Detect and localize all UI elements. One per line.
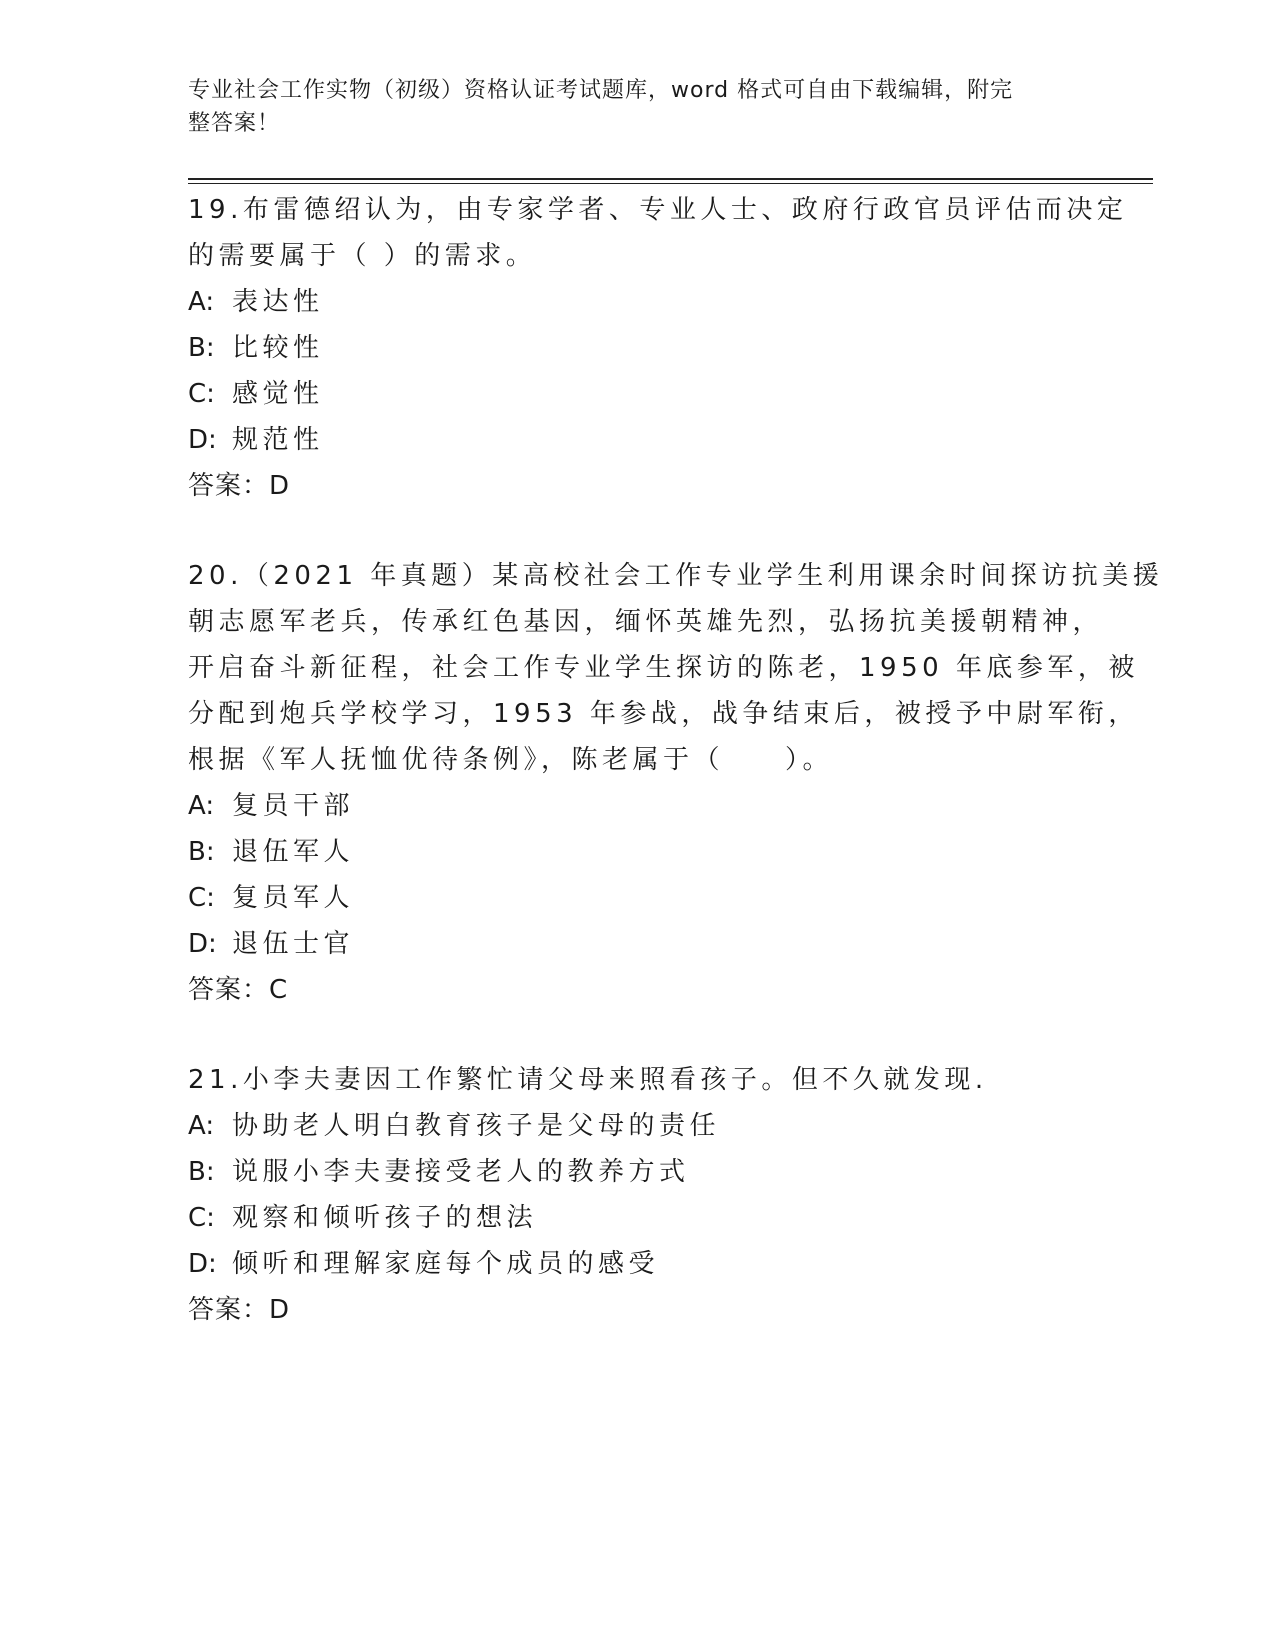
option-key: D: [188,1249,217,1279]
option-text: 复员干部 [232,791,355,821]
question-list [188,187,1164,1333]
answer-line: 答案：C [188,975,289,1005]
option-key: B: [188,837,215,867]
question-gap [188,509,1088,553]
option-d [188,921,1088,967]
question-19 [188,187,1128,509]
option-text: 表达性 [232,287,324,317]
option-text: 复员军人 [232,883,355,913]
option-key: B: [188,333,215,363]
option-key: A: [188,1111,215,1141]
option-key: B: [188,1157,215,1187]
option-text: 观察和倾听孩子的想法 [232,1203,538,1233]
question-20 [188,553,1164,1013]
header-line-1: 专业社会工作实物（初级）资格认证考试题库，word 格式可自由下载编辑，附完 [188,78,1014,103]
header-divider-thin [188,183,1153,184]
option-text: 比较性 [232,333,324,363]
option-key: A: [188,287,215,317]
option-key: C: [188,883,215,913]
document-header [188,74,1068,140]
question-stem: 21.小李夫妻因工作繁忙请父母来照看孩子。但不久就发现. [188,1065,988,1095]
question-stem: 19.布雷德绍认为，由专家学者、专业人士、政府行政官员评估而决定 的需要属于（ ）的需求。 [188,195,1128,271]
option-key: C: [188,1203,215,1233]
option-key: D: [188,929,217,959]
option-c [188,1195,1088,1241]
option-text: 说服小李夫妻接受老人的教养方式 [232,1157,690,1187]
option-a [188,279,1088,325]
answer-line: 答案：D [188,471,291,501]
option-text: 退伍士官 [232,929,355,959]
question-21 [188,1057,1088,1333]
option-text: 倾听和理解家庭每个成员的感受 [232,1249,660,1279]
header-line-2: 整答案！ [188,111,281,136]
option-a [188,783,1088,829]
option-b [188,325,1088,371]
option-text: 退伍军人 [232,837,355,867]
option-key: D: [188,425,217,455]
option-text: 规范性 [232,425,324,455]
answer-line: 答案：D [188,1295,291,1325]
option-c [188,371,1088,417]
option-key: C: [188,379,215,409]
option-a [188,1103,1088,1149]
question-stem: 20.（2021 年真题）某高校社会工作专业学生利用课余时间探访抗美援 朝志愿军老兵，传承红色基因，缅怀英雄先烈，弘扬抗美援朝精神， 开启奋斗新征程，社会工作专业学生探访的陈老，1950 年底参军，被 分配到炮兵学校学习，1953 年参战，战争结束后，被授予中尉军衔， 根据《军人抚恤优待条例》，陈老属于（ ）。 [188,561,1164,775]
option-b [188,829,1088,875]
option-text: 协助老人明白教育孩子是父母的责任 [232,1111,721,1141]
header-divider-thick [188,178,1153,180]
option-b [188,1149,1088,1195]
option-d [188,1241,1088,1287]
option-c [188,875,1088,921]
option-key: A: [188,791,215,821]
question-gap [188,1013,1088,1057]
option-text: 感觉性 [232,379,324,409]
option-d [188,417,1088,463]
